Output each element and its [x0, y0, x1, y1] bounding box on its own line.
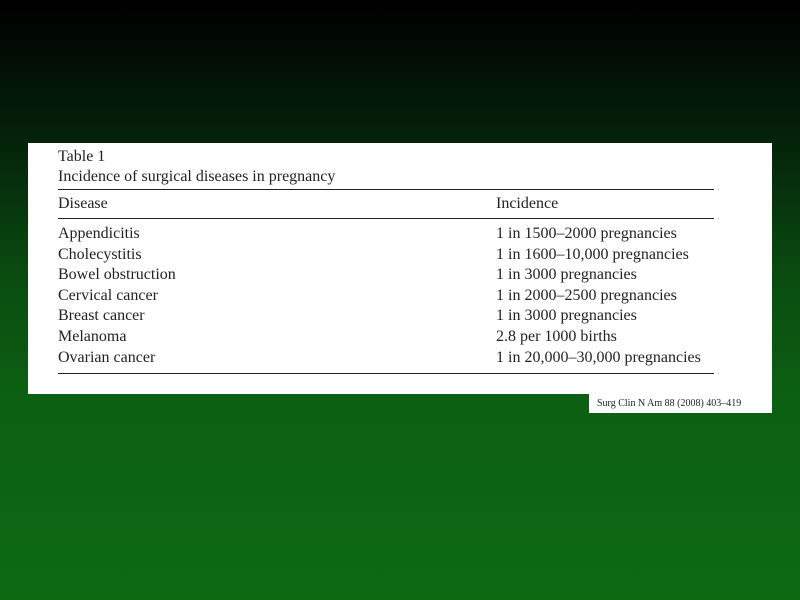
table-body	[58, 219, 772, 373]
cell-disease: Breast cancer	[58, 307, 145, 325]
table-label: Table 1	[58, 148, 106, 165]
cell-incidence: 1 in 3000 pregnancies	[496, 266, 637, 284]
cell-incidence: 1 in 2000–2500 pregnancies	[496, 286, 677, 304]
header-disease: Disease	[58, 195, 108, 212]
cell-incidence: 1 in 1600–10,000 pregnancies	[496, 245, 689, 263]
table-row	[58, 245, 714, 266]
citation: Surg Clin N Am 88 (2008) 403–419	[589, 394, 772, 413]
table-row	[58, 265, 714, 286]
table-header-row	[58, 190, 714, 218]
cell-disease: Cholecystitis	[58, 245, 142, 263]
cell-incidence: 1 in 1500–2000 pregnancies	[496, 225, 677, 242]
table-caption: Incidence of surgical diseases in pregnancy	[58, 168, 336, 185]
table-row	[58, 348, 714, 369]
cell-disease: Cervical cancer	[58, 286, 158, 304]
cell-incidence: 1 in 3000 pregnancies	[496, 307, 637, 325]
cell-incidence: 2.8 per 1000 births	[496, 327, 617, 345]
table-row	[58, 327, 714, 348]
table-row	[58, 286, 714, 307]
header-incidence: Incidence	[496, 195, 559, 212]
cell-disease: Bowel obstruction	[58, 266, 176, 284]
table-row	[58, 306, 714, 327]
cell-incidence: 1 in 20,000–30,000 pregnancies	[496, 348, 701, 366]
table-row	[58, 224, 714, 245]
cell-disease: Ovarian cancer	[58, 348, 156, 366]
cell-disease: Appendicitis	[58, 225, 140, 242]
cell-disease: Melanoma	[58, 327, 127, 345]
table-bottom-rule	[58, 373, 714, 374]
table-card	[28, 143, 772, 394]
